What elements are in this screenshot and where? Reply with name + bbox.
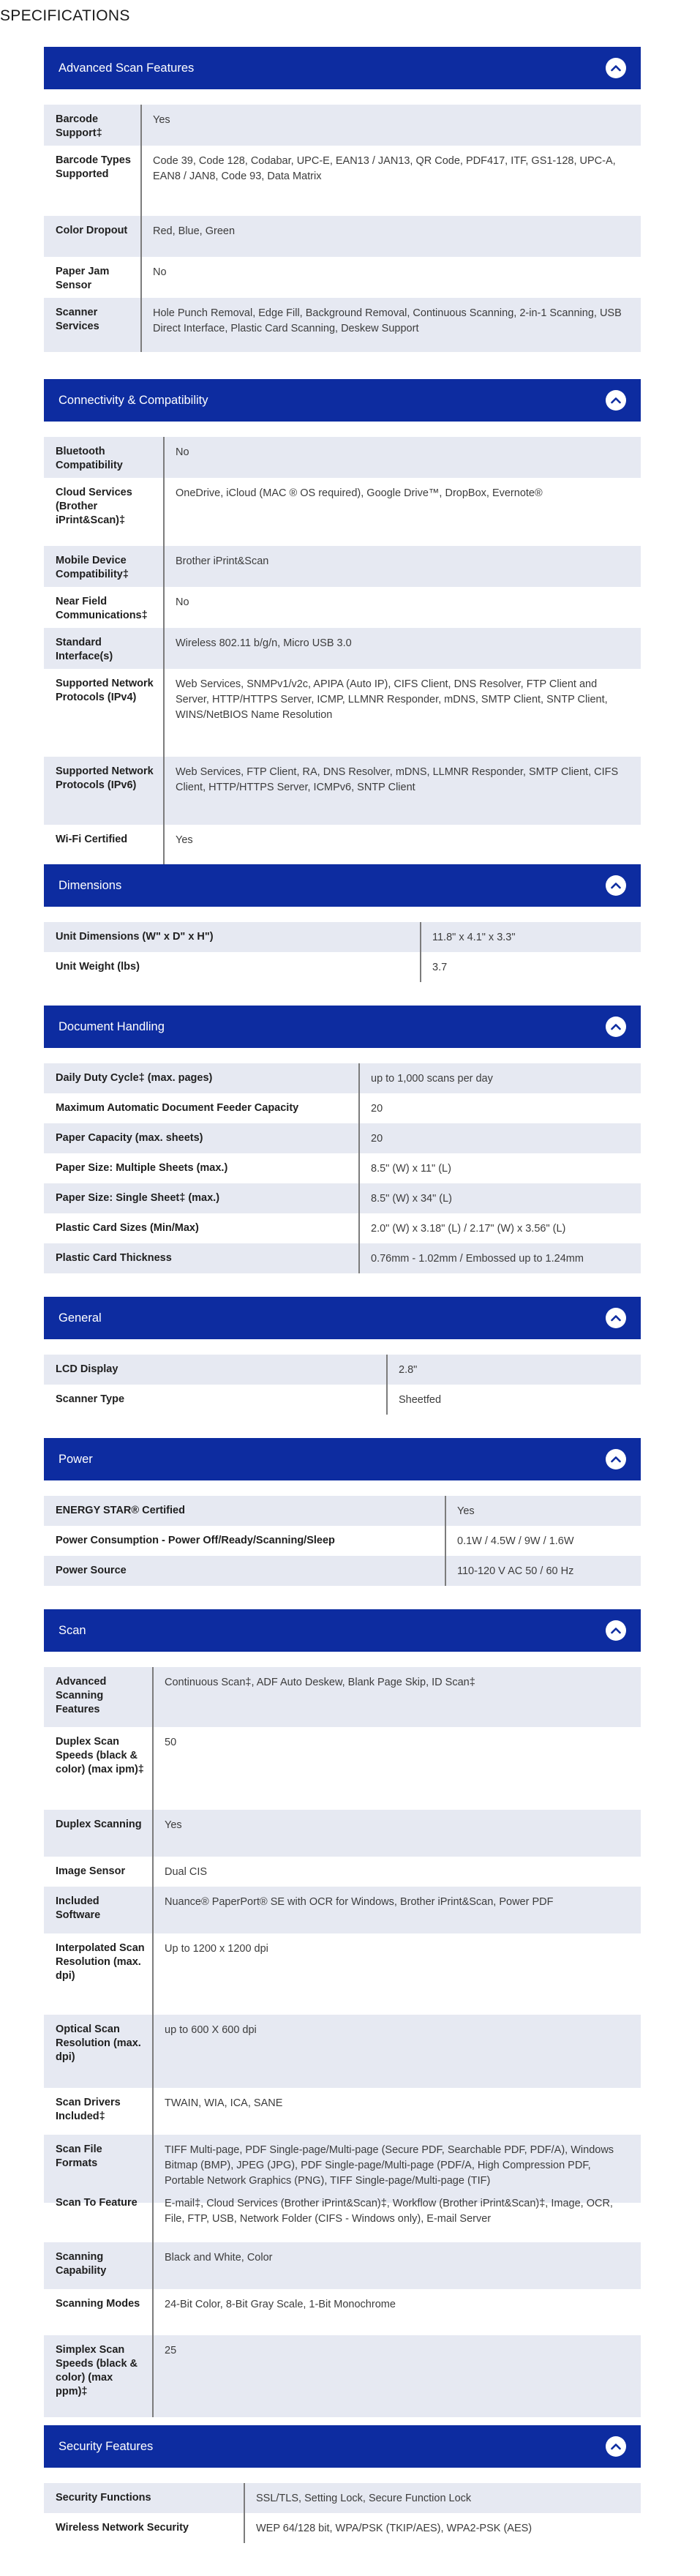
spec-value: No [153,266,167,278]
collapse-toggle-button[interactable] [606,58,626,78]
spec-row [44,825,641,866]
spec-value: 110-120 V AC 50 / 60 Hz [457,1565,574,1577]
spec-row [44,1243,641,1273]
spec-row [44,298,641,352]
chevron-up-icon [611,1023,621,1030]
spec-label: Security Functions [44,2483,245,2513]
collapse-toggle-button[interactable] [606,1016,626,1037]
spec-label: Scanning Modes [44,2289,154,2335]
section-title: Dimensions [59,878,122,892]
spec-label: Paper Capacity (max. sheets) [44,1123,360,1153]
section-title: Power [59,1452,93,1466]
chevron-up-icon [611,64,621,72]
collapse-toggle-button[interactable] [606,1308,626,1328]
spec-value: Yes [165,1819,182,1831]
collapse-toggle-button[interactable] [606,1620,626,1641]
section-title: Connectivity & Compatibility [59,393,208,407]
spec-label: Supported Network Protocols (IPv4) [44,669,165,757]
spec-label: Plastic Card Thickness [44,1243,360,1273]
spec-row [44,1526,641,1556]
spec-label: Bluetooth Compatibility [44,437,165,478]
spec-label: Image Sensor [44,1857,154,1887]
spec-label: Simplex Scan Speeds (black & color) (max ppm)‡ [44,2335,154,2417]
spec-label: Supported Network Protocols (IPv6) [44,757,165,825]
chevron-up-icon [611,1456,621,1463]
spec-row [44,757,641,825]
spec-value: 0.76mm - 1.02mm / Embossed up to 1.24mm [371,1253,584,1265]
spec-value: 25 [165,2345,177,2356]
spec-label: Power Consumption - Power Off/Ready/Scanning/Sleep [44,1526,446,1556]
spec-row [44,2513,641,2543]
spec-label: LCD Display [44,1355,388,1385]
spec-row [44,2335,641,2417]
spec-value: No [176,596,189,608]
collapse-toggle-button[interactable] [606,390,626,411]
spec-row [44,1063,641,1093]
spec-row [44,587,641,628]
section-header-security-features[interactable] [44,2425,641,2468]
spec-row [44,1385,641,1415]
spec-label: Optical Scan Resolution (max. dpi) [44,2015,154,2088]
spec-row [44,1123,641,1153]
spec-label: Mobile Device Compatibility‡ [44,546,165,587]
spec-label: Wireless Network Security [44,2513,245,2543]
spec-row [44,2188,641,2242]
section-title: Advanced Scan Features [59,61,195,75]
spec-row [44,257,641,298]
spec-value: 8.5" (W) x 11" (L) [371,1163,451,1175]
chevron-up-icon [611,2443,621,2450]
spec-label: Advanced Scanning Features [44,1667,154,1727]
section-title: General [59,1311,102,1325]
section-header-document-handling[interactable] [44,1006,641,1048]
chevron-up-icon [611,1627,621,1634]
spec-value: No [176,446,189,458]
spec-label: Interpolated Scan Resolution (max. dpi) [44,1933,154,2015]
spec-row [44,1093,641,1123]
section-title: Document Handling [59,1019,165,1033]
spec-row [44,1496,641,1526]
spec-row [44,1933,641,2015]
spec-row [44,922,641,952]
spec-value: TIFF Multi-page, PDF Single-page/Multi-page (Secure PDF, Searchable PDF, PDF/A), Windows Bitmap (BMP), JPEG (JPG), PDF Single-page/Multi-page (PDF/A, High Compression PDF, Portable Network Graphics (PNG), TIFF Single-page/Multi-page (TIF) [165,2144,614,2187]
spec-value: 2.0" (W) x 3.18" (L) / 2.17" (W) x 3.56" (L) [371,1223,566,1235]
collapse-toggle-button[interactable] [606,875,626,896]
spec-row [44,2289,641,2335]
spec-row [44,546,641,587]
spec-row [44,2242,641,2289]
spec-value: Up to 1200 x 1200 dpi [165,1943,268,1955]
spec-value: SSL/TLS, Setting Lock, Secure Function Lock [256,2493,472,2504]
spec-row [44,2015,641,2088]
spec-value: Code 39, Code 128, Codabar, UPC-E, EAN13 / JAN13, QR Code, PDF417, ITF, GS1-128, UPC-A, EAN8 / JAN8, Code 93, Data Matrix [153,155,616,182]
section-title: Scan [59,1623,86,1637]
spec-label: Power Source [44,1556,446,1586]
spec-row [44,1355,641,1385]
spec-label: Included Software [44,1887,154,1933]
spec-row [44,669,641,757]
spec-value: Hole Punch Removal, Edge Fill, Background Removal, Continuous Scanning, 2-in-1 Scanning, USB Direct Interface, Plastic Card Scanning, Deskew Support [153,307,622,334]
spec-label: Barcode Types Supported [44,146,142,216]
spec-label: Scanner Type [44,1385,388,1415]
chevron-up-icon [611,882,621,889]
spec-label: Unit Weight (lbs) [44,952,421,982]
spec-label: Duplex Scan Speeds (black & color) (max ipm)‡ [44,1727,154,1810]
spec-value: Black and White, Color [165,2252,273,2264]
spec-value: Yes [457,1505,475,1517]
spec-value: 20 [371,1133,383,1145]
spec-label: Unit Dimensions (W" x D" x H") [44,922,421,952]
spec-value: E-mail‡, Cloud Services (Brother iPrint&Scan)‡, Workflow (Brother iPrint&Scan)‡, Image, OCR, File, FTP, USB, Network Folder (CIFS - Windows only), E-mail Server [165,2198,613,2225]
section-header-dimensions[interactable] [44,864,641,907]
spec-row [44,1183,641,1213]
collapse-toggle-button[interactable] [606,2436,626,2457]
spec-row [44,628,641,669]
spec-value: 3.7 [432,962,448,973]
spec-row [44,1213,641,1243]
spec-value: Web Services, FTP Client, RA, DNS Resolver, mDNS, LLMNR Responder, SMTP Client, CIFS Client, HTTP/HTTPS Server, ICMPv6, SNTP Client [176,766,619,793]
collapse-toggle-button[interactable] [606,1449,626,1469]
spec-value: 11.8" x 4.1" x 3.3" [432,932,516,943]
spec-row [44,1667,641,1727]
section-header-connectivity-compatibility[interactable] [44,379,641,422]
spec-value: WEP 64/128 bit, WPA/PSK (TKIP/AES), WPA2-PSK (AES) [256,2523,532,2534]
spec-label: Paper Size: Multiple Sheets (max.) [44,1153,360,1183]
spec-value: Dual CIS [165,1866,208,1878]
spec-value: Nuance® PaperPort® SE with OCR for Windows, Brother iPrint&Scan, Power PDF [165,1896,554,1908]
spec-row [44,437,641,478]
spec-value: TWAIN, WIA, ICA, SANE [165,2097,283,2109]
spec-value: Red, Blue, Green [153,225,236,237]
spec-value: 8.5" (W) x 34" (L) [371,1193,453,1205]
spec-row [44,2088,641,2135]
section-header-scan[interactable] [44,1609,641,1652]
spec-label: Standard Interface(s) [44,628,165,669]
section-header-advanced-scan-features[interactable] [44,47,641,89]
spec-row [44,216,641,257]
spec-value: Yes [153,114,170,126]
spec-value: 0.1W / 4.5W / 9W / 1.6W [457,1535,574,1547]
spec-value: up to 600 X 600 dpi [165,2024,257,2036]
spec-label: Scan File Formats [44,2135,154,2203]
spec-row [44,1727,641,1810]
spec-label: Maximum Automatic Document Feeder Capacity [44,1093,360,1123]
spec-row [44,478,641,546]
spec-value: 20 [371,1103,383,1115]
spec-label: Color Dropout [44,216,142,257]
spec-label: Near Field Communications‡ [44,587,165,628]
spec-value: Yes [176,834,193,846]
spec-value: Web Services, SNMPv1/v2c, APIPA (Auto IP), CIFS Client, DNS Resolver, FTP Client and Server, HTTP/HTTPS Server, ICMP, LLMNR Responder, mDNS, SMTP Client, SNTP Client, WINS/NetBIOS Name Resolution [176,678,608,721]
spec-value: up to 1,000 scans per day [371,1073,493,1085]
spec-value: 50 [165,1737,177,1748]
spec-row [44,1153,641,1183]
spec-row [44,105,641,146]
spec-value: 24-Bit Color, 8-Bit Gray Scale, 1-Bit Monochrome [165,2299,396,2310]
page-title: SPECIFICATIONS [0,7,130,24]
spec-label: Duplex Scanning [44,1810,154,1857]
spec-value: 2.8" [399,1364,418,1376]
spec-label: Wi-Fi Certified [44,825,165,866]
spec-value: Sheetfed [399,1394,442,1406]
section-header-power[interactable] [44,1438,641,1480]
spec-value: Brother iPrint&Scan [176,555,269,567]
spec-label: Scanner Services [44,298,142,352]
section-title: Security Features [59,2439,154,2453]
spec-row [44,2483,641,2513]
spec-row [44,1556,641,1586]
spec-label: ENERGY STAR® Certified [44,1496,446,1526]
spec-row [44,952,641,982]
spec-label: Daily Duty Cycle‡ (max. pages) [44,1063,360,1093]
spec-label: Scan To Feature [44,2188,154,2242]
section-header-general[interactable] [44,1297,641,1339]
spec-label: Paper Jam Sensor [44,257,142,298]
spec-row [44,1810,641,1857]
spec-value: Continuous Scan‡, ADF Auto Deskew, Blank Page Skip, ID Scan‡ [165,1677,475,1688]
spec-value: Wireless 802.11 b/g/n, Micro USB 3.0 [176,637,352,649]
spec-row [44,146,641,216]
spec-row [44,1887,641,1933]
spec-row [44,1857,641,1887]
spec-label: Scan Drivers Included‡ [44,2088,154,2135]
spec-label: Paper Size: Single Sheet‡ (max.) [44,1183,360,1213]
spec-label: Barcode Support‡ [44,105,142,146]
chevron-up-icon [611,397,621,404]
spec-label: Scanning Capability [44,2242,154,2289]
spec-value: OneDrive, iCloud (MAC ® OS required), Google Drive™, DropBox, Evernote® [176,487,543,499]
spec-label: Cloud Services (Brother iPrint&Scan)‡ [44,478,165,546]
spec-label: Plastic Card Sizes (Min/Max) [44,1213,360,1243]
chevron-up-icon [611,1314,621,1322]
